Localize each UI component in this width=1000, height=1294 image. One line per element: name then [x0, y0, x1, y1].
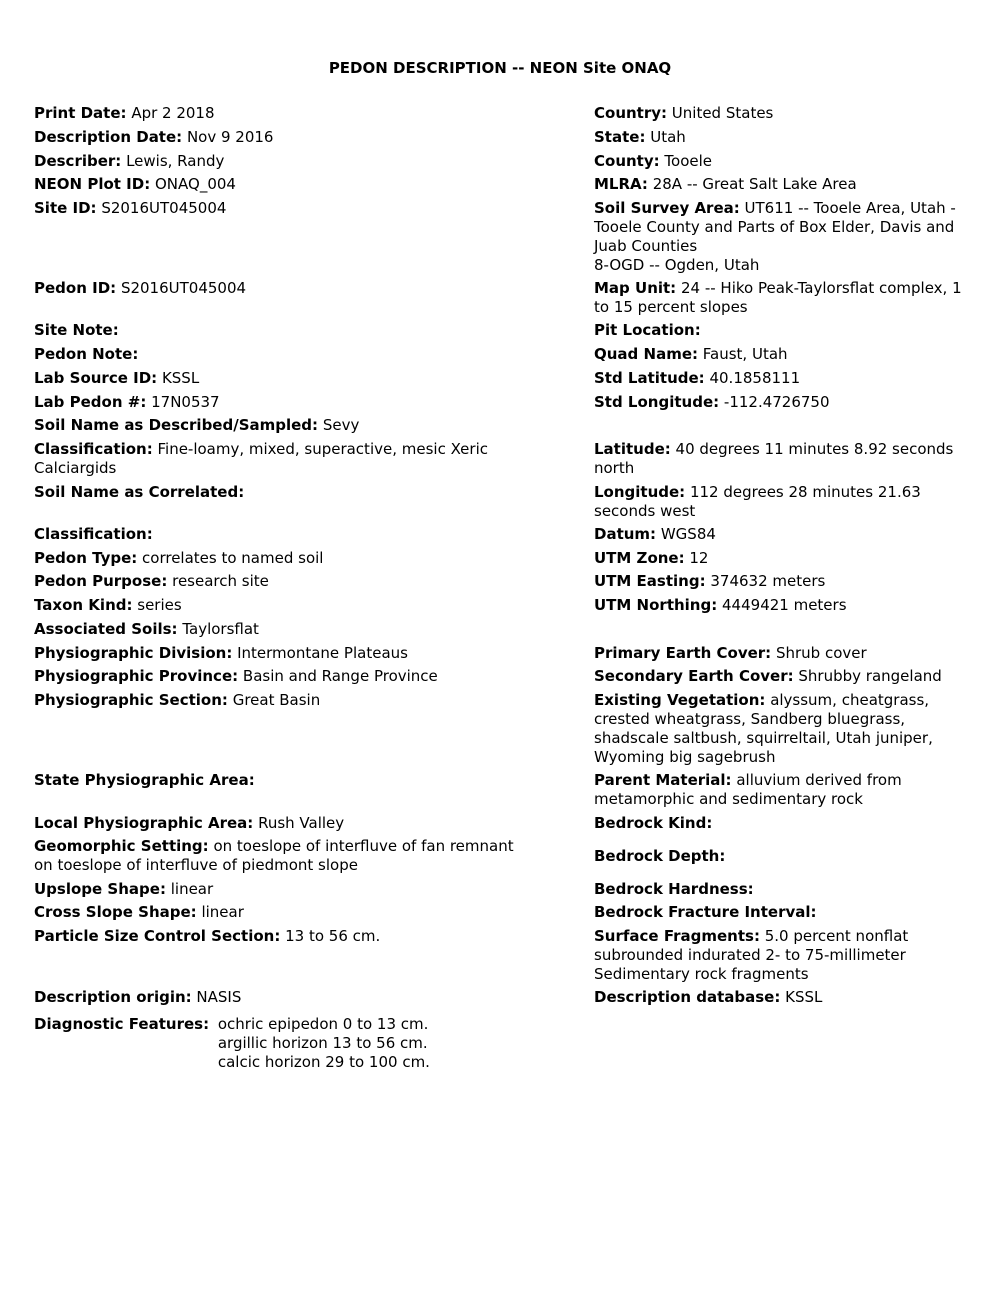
field-site-note	[34, 321, 574, 340]
field-datum	[594, 525, 979, 544]
field-pedon-id	[34, 279, 574, 298]
field-label: Pedon ID:	[34, 279, 117, 297]
field-label: Description database:	[594, 988, 781, 1006]
field-value: 17N0537	[151, 393, 220, 411]
field-label: Associated Soils:	[34, 620, 178, 638]
field-existing-vegetation	[594, 691, 979, 767]
field-label: Print Date:	[34, 104, 127, 122]
field-soil-name-described	[34, 416, 574, 435]
field-label: Latitude:	[594, 440, 671, 458]
field-value: Shrubby rangeland	[798, 667, 942, 685]
field-value: Rush Valley	[258, 814, 345, 832]
field-label: Map Unit:	[594, 279, 677, 297]
field-label: State:	[594, 128, 646, 146]
field-map-unit	[594, 279, 979, 317]
field-latitude	[594, 440, 979, 478]
field-value: 4449421 meters	[722, 596, 847, 614]
field-label: Surface Fragments:	[594, 927, 760, 945]
field-lab-source-id	[34, 369, 574, 388]
field-label: Diagnostic Features:	[34, 1015, 210, 1033]
field-label: UTM Zone:	[594, 549, 685, 567]
field-value: Basin and Range Province	[242, 667, 438, 685]
field-label: Site Note:	[34, 321, 119, 339]
field-value: 28A -- Great Salt Lake Area	[652, 175, 857, 193]
field-value: 40.1858111	[709, 369, 801, 387]
field-value: KSSL	[785, 988, 823, 1006]
field-label: Std Latitude:	[594, 369, 705, 387]
field-label: Taxon Kind:	[34, 596, 133, 614]
field-value: 40 degrees 11 minutes 8.92 seconds north	[594, 440, 954, 477]
field-value: NASIS	[196, 988, 242, 1006]
field-label: State Physiographic Area:	[34, 771, 255, 789]
field-value: series	[137, 596, 182, 614]
field-value: alyssum, cheatgrass, crested wheatgrass, Sandberg bluegrass, shadscale saltbush, squirreltail, Utah juniper, Wyoming big sagebrush	[594, 691, 933, 766]
field-physio-province	[34, 667, 574, 686]
field-value: Tooele	[664, 152, 712, 170]
field-pedon-type	[34, 549, 574, 568]
field-value: Utah	[650, 128, 686, 146]
field-value: 12	[689, 549, 709, 567]
field-label: Describer:	[34, 152, 122, 170]
field-taxon-kind	[34, 596, 574, 615]
field-value: linear	[170, 880, 214, 898]
field-label: Geomorphic Setting:	[34, 837, 209, 855]
document-title: PEDON DESCRIPTION -- NEON Site ONAQ	[328, 59, 672, 77]
field-mlra	[594, 175, 979, 194]
field-utm-easting	[594, 572, 979, 591]
field-label: Soil Name as Described/Sampled:	[34, 416, 319, 434]
field-label: Pit Location:	[594, 321, 701, 339]
field-value: -112.4726750	[723, 393, 830, 411]
field-value: 5.0 percent nonflat subrounded indurated 2- to 75-millimeter Sedimentary rock fragments	[594, 927, 909, 983]
field-soil-survey-area	[594, 199, 979, 275]
field-pedon-note	[34, 345, 574, 364]
field-value-line2: on toeslope of interfluve of piedmont slope	[34, 856, 358, 874]
field-value: on toeslope of interfluve of fan remnant	[213, 837, 514, 855]
field-upslope-shape	[34, 880, 574, 899]
field-label: Site ID:	[34, 199, 97, 217]
field-bedrock-fracture	[594, 903, 979, 922]
field-associated-soils	[34, 620, 574, 639]
field-value: S2016UT045004	[101, 199, 227, 217]
field-description-date	[34, 128, 574, 147]
field-label: Primary Earth Cover:	[594, 644, 772, 662]
field-label: UTM Northing:	[594, 596, 718, 614]
diagnostic-item: calcic horizon 29 to 100 cm.	[217, 1053, 430, 1071]
field-value: Intermontane Plateaus	[237, 644, 408, 662]
field-label: Particle Size Control Section:	[34, 927, 281, 945]
field-label: Existing Vegetation:	[594, 691, 766, 709]
field-value: Taylorsflat	[182, 620, 259, 638]
field-label: Pedon Type:	[34, 549, 138, 567]
field-lab-pedon	[34, 393, 574, 412]
field-describer	[34, 152, 574, 171]
field-label: UTM Easting:	[594, 572, 706, 590]
field-value: linear	[201, 903, 244, 921]
field-label: Pedon Note:	[34, 345, 139, 363]
field-label: Soil Name as Correlated:	[34, 483, 245, 501]
field-secondary-cover	[594, 667, 979, 686]
field-county	[594, 152, 979, 171]
field-value-line2: 8-OGD -- Ogden, Utah	[594, 256, 760, 274]
field-value: WGS84	[660, 525, 716, 543]
field-parent-material	[594, 771, 979, 809]
field-bedrock-depth	[594, 847, 979, 866]
field-label: Classification:	[34, 525, 153, 543]
field-physio-division	[34, 644, 574, 663]
field-value: correlates to named soil	[142, 549, 324, 567]
field-local-physio-area	[34, 814, 574, 833]
field-label: Physiographic Section:	[34, 691, 228, 709]
field-label: Pedon Purpose:	[34, 572, 168, 590]
field-diagnostic-features	[34, 1015, 430, 1072]
field-label: Upslope Shape:	[34, 880, 166, 898]
field-value: Great Basin	[232, 691, 321, 709]
field-value: ONAQ_004	[154, 175, 236, 193]
field-value: research site	[172, 572, 269, 590]
field-country	[594, 104, 979, 123]
field-value: Sevy	[322, 416, 360, 434]
field-label: Physiographic Province:	[34, 667, 239, 685]
field-utm-northing	[594, 596, 979, 615]
field-bedrock-kind	[594, 814, 979, 833]
field-value: Faust, Utah	[702, 345, 788, 363]
field-plot-id	[34, 175, 574, 194]
field-value: alluvium derived from metamorphic and sedimentary rock	[594, 771, 902, 808]
field-cross-slope-shape	[34, 903, 574, 922]
field-psc-section	[34, 927, 574, 946]
field-label: Bedrock Hardness:	[594, 880, 754, 898]
field-label: County:	[594, 152, 660, 170]
diagnostic-list	[218, 1015, 430, 1072]
field-label: Local Physiographic Area:	[34, 814, 254, 832]
field-label: NEON Plot ID:	[34, 175, 151, 193]
field-longitude	[594, 483, 979, 521]
field-physio-section	[34, 691, 574, 710]
field-quad-name	[594, 345, 979, 364]
field-utm-zone	[594, 549, 979, 568]
diagnostic-item: ochric epipedon 0 to 13 cm.	[217, 1015, 429, 1033]
field-label: Bedrock Kind:	[594, 814, 713, 832]
field-value: KSSL	[161, 369, 200, 387]
field-label: Longitude:	[594, 483, 686, 501]
field-site-id	[34, 199, 574, 218]
field-pit-location	[594, 321, 979, 340]
field-print-date	[34, 104, 574, 123]
field-value: 374632 meters	[710, 572, 826, 590]
field-label: Lab Source ID:	[34, 369, 158, 387]
field-label: Secondary Earth Cover:	[594, 667, 794, 685]
field-description-origin	[34, 988, 574, 1007]
field-label: Quad Name:	[594, 345, 698, 363]
field-value: Nov 9 2016	[186, 128, 274, 146]
field-value: Lewis, Randy	[126, 152, 225, 170]
field-label: Cross Slope Shape:	[34, 903, 197, 921]
field-pedon-purpose	[34, 572, 574, 591]
field-value: 112 degrees 28 minutes 21.63 seconds west	[594, 483, 921, 520]
field-geomorphic-setting	[34, 837, 574, 875]
field-value: Shrub cover	[775, 644, 867, 662]
field-label: Country:	[594, 104, 668, 122]
field-label: MLRA:	[594, 175, 648, 193]
field-label: Description Date:	[34, 128, 183, 146]
field-label: Std Longitude:	[594, 393, 720, 411]
field-classification	[34, 440, 574, 478]
field-label: Description origin:	[34, 988, 192, 1006]
field-value: 24 -- Hiko Peak-Taylorsflat complex, 1 to 15 percent slopes	[594, 279, 962, 316]
field-value: Apr 2 2018	[131, 104, 215, 122]
field-value: 13 to 56 cm.	[285, 927, 381, 945]
diagnostic-item: argillic horizon 13 to 56 cm.	[217, 1034, 428, 1052]
field-label: Parent Material:	[594, 771, 732, 789]
field-label: Classification:	[34, 440, 153, 458]
field-classification-correlated	[34, 525, 574, 544]
field-value: United States	[671, 104, 774, 122]
field-state	[594, 128, 979, 147]
field-std-longitude	[594, 393, 979, 412]
field-value: UT611 -- Tooele Area, Utah - Tooele County and Parts of Box Elder, Davis and Juab Counties	[594, 199, 956, 255]
field-label: Datum:	[594, 525, 657, 543]
field-soil-name-correlated	[34, 483, 574, 502]
field-std-latitude	[594, 369, 979, 388]
field-label: Bedrock Fracture Interval:	[594, 903, 817, 921]
field-label: Lab Pedon #:	[34, 393, 147, 411]
field-label: Physiographic Division:	[34, 644, 233, 662]
field-bedrock-hardness	[594, 880, 979, 899]
field-primary-cover	[594, 644, 979, 663]
field-label: Bedrock Depth:	[594, 847, 726, 865]
field-value: S2016UT045004	[120, 279, 247, 297]
field-label: Soil Survey Area:	[594, 199, 740, 217]
field-surface-fragments	[594, 927, 979, 984]
field-state-physio-area	[34, 771, 574, 790]
field-description-database	[594, 988, 979, 1007]
field-value: Fine-loamy, mixed, superactive, mesic Xeric Calciargids	[34, 440, 488, 477]
